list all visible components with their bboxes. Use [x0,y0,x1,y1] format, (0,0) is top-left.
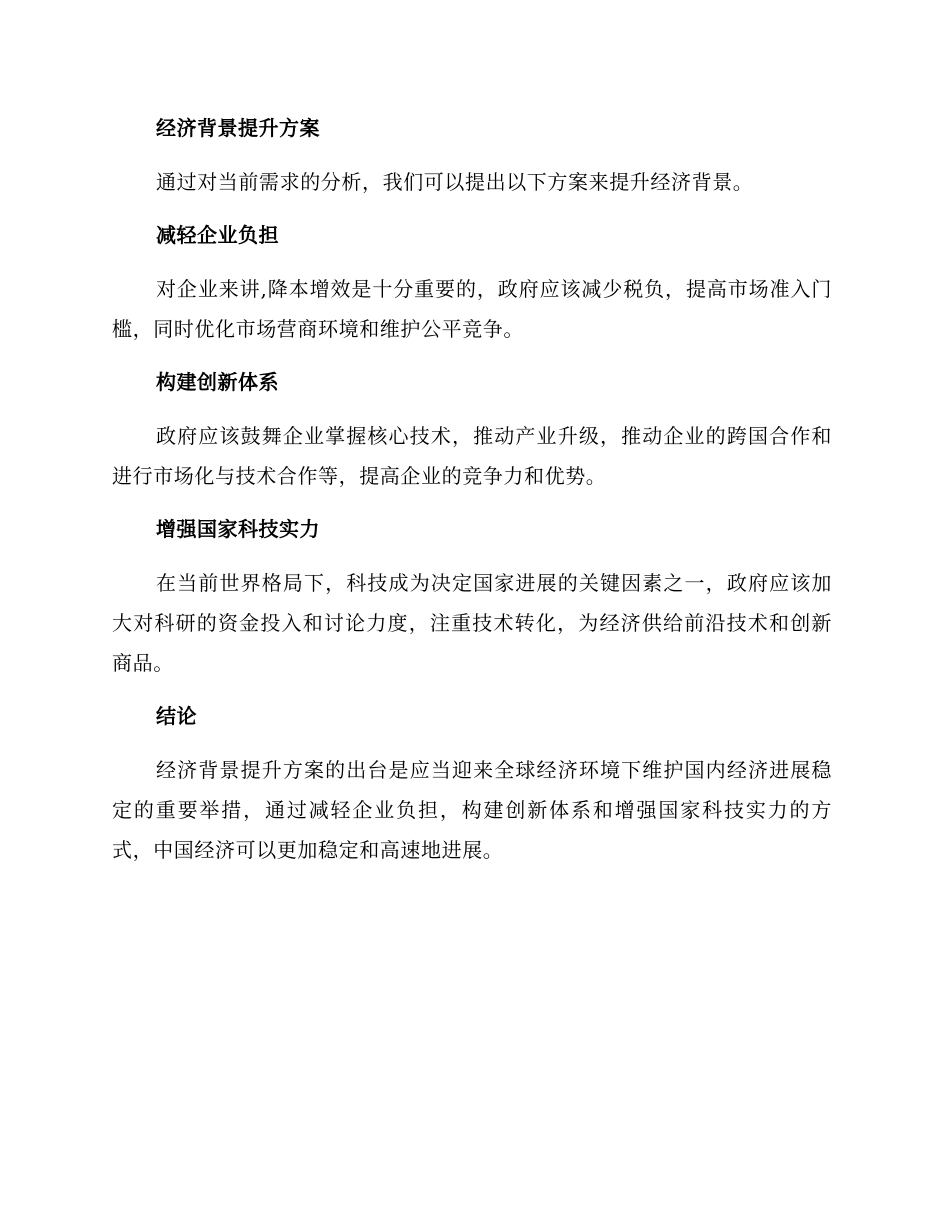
section-heading-conclusion: 结论 [156,704,197,728]
section-paragraph-reduce-burden: 对企业来讲,降本增效是十分重要的，政府应该减少税负，提高市场准入门槛，同时优化市场营商环境和维护公平竞争。 [112,277,832,341]
document-body [112,108,832,870]
section-heading-economic-plan: 经济背景提升方案 [156,116,320,140]
section-paragraph-innovation-system: 政府应该鼓舞企业掌握核心技术，推动产业升级，推动企业的跨国合作和进行市场化与技术合作等，提高企业的竞争力和优势。 [112,424,832,488]
section-paragraph-economic-plan: 通过对当前需求的分析，我们可以提出以下方案来提升经济背景。 [156,170,754,194]
section-paragraph-tech-strength: 在当前世界格局下，科技成为决定国家进展的关键因素之一，政府应该加大对科研的资金投入和讨论力度，注重技术转化，为经济供给前沿技术和创新商品。 [112,571,832,675]
section-heading-reduce-burden: 减轻企业负担 [156,223,279,247]
section-heading-tech-strength: 增强国家科技实力 [156,517,320,541]
section-paragraph-conclusion: 经济背景提升方案的出台是应当迎来全球经济环境下维护国内经济进展稳定的重要举措，通过减轻企业负担，构建创新体系和增强国家科技实力的方式，中国经济可以更加稳定和高速地进展。 [112,758,832,862]
section-heading-innovation-system: 构建创新体系 [156,370,279,394]
